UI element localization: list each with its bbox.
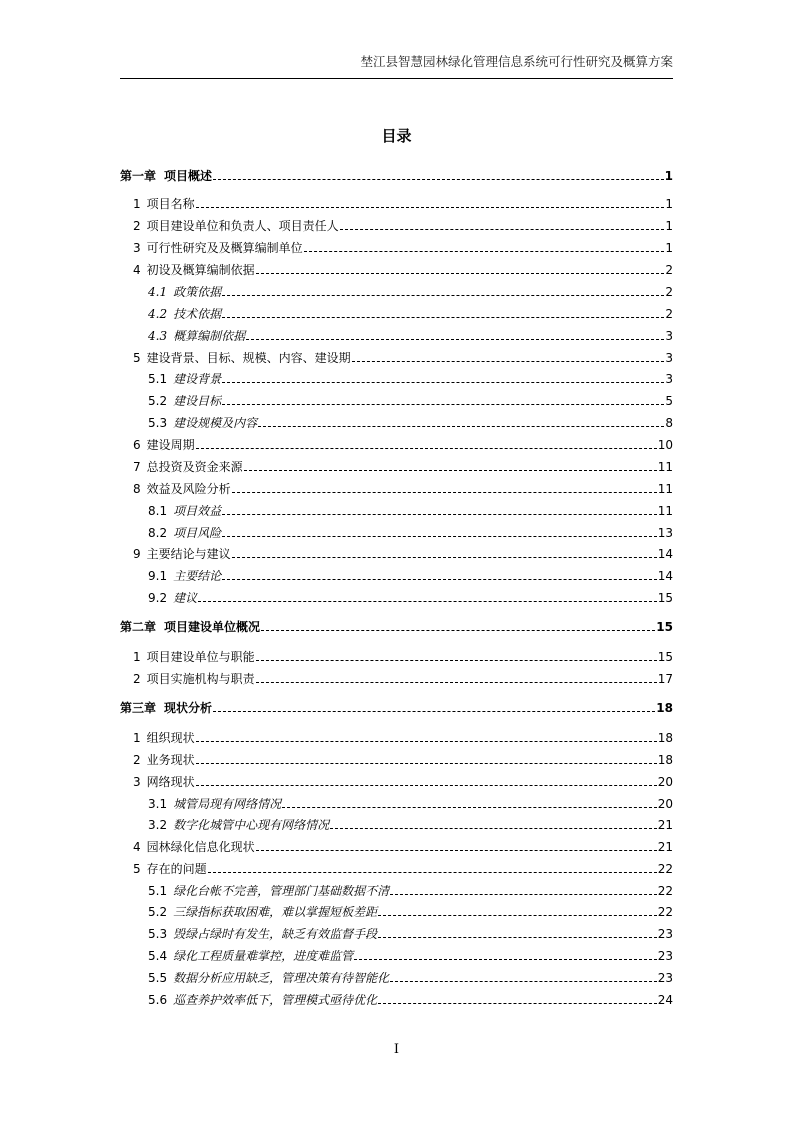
toc-section[interactable] (120, 215, 673, 233)
toc-entry-number: 第一章 (120, 169, 157, 183)
toc-page-number: 2 (665, 307, 673, 321)
toc-entry-title: 概算编制依据 (173, 329, 246, 343)
toc-page-number: 2 (665, 285, 673, 299)
toc-dot-leader (256, 264, 665, 274)
toc-entry-number: 3.1 (148, 797, 168, 811)
toc-page-number: 1 (665, 197, 673, 211)
toc-entry-title: 项目概述 (164, 169, 213, 183)
toc-section[interactable] (120, 347, 673, 365)
toc-subsection[interactable] (120, 923, 673, 941)
toc-entry-title: 数据分析应用缺乏，管理决策有待智能化 (173, 971, 390, 985)
toc-chapter[interactable] (120, 165, 673, 183)
toc-page-number: 22 (657, 862, 673, 876)
toc-dot-leader (222, 286, 664, 296)
toc-entry-title: 建议 (173, 591, 198, 605)
toc-section[interactable] (120, 543, 673, 561)
toc-page-number: 3 (665, 351, 673, 365)
toc-entry-number: 9.1 (148, 569, 168, 583)
toc-entry-title: 存在的问题 (146, 862, 207, 876)
toc-subsection[interactable] (120, 793, 673, 811)
toc-dot-leader (390, 885, 657, 895)
toc-page-number: 21 (657, 840, 673, 854)
toc-entry-title: 毁绿占绿时有发生，缺乏有效监督手段 (173, 927, 378, 941)
toc-page-number: 1 (664, 169, 673, 183)
toc-entry-title: 项目名称 (146, 197, 195, 211)
toc-entry-number: 9 (133, 547, 141, 561)
toc-entry-number: 8.1 (148, 504, 168, 518)
toc-page-number: 11 (657, 482, 673, 496)
toc-page-number: 24 (657, 993, 673, 1007)
toc-page-number: 22 (657, 905, 673, 919)
toc-entry-number: 2 (133, 219, 141, 233)
toc-entry-title: 项目效益 (173, 504, 222, 518)
toc-entry-title: 组织现状 (146, 731, 195, 745)
toc-page-number: 10 (657, 438, 673, 452)
toc-section[interactable] (120, 434, 673, 452)
toc-page-number: 14 (657, 569, 673, 583)
toc-entry-number: 8.2 (148, 526, 168, 540)
toc-page-number: 14 (657, 547, 673, 561)
toc-page-number: 3 (665, 372, 673, 386)
toc-page-number: 18 (657, 731, 673, 745)
toc-entry-title: 项目建设单位概况 (164, 620, 261, 634)
toc-subsection[interactable] (120, 901, 673, 919)
toc-entry-title: 效益及风险分析 (146, 482, 231, 496)
toc-dot-leader (340, 220, 665, 230)
toc-dot-leader (196, 439, 657, 449)
toc-dot-leader (304, 242, 665, 252)
toc-entry-number: 1 (133, 197, 141, 211)
toc-entry-number: 7 (133, 460, 141, 474)
toc-page-number: 23 (657, 971, 673, 985)
toc-entry-number: 2 (133, 753, 141, 767)
toc-page-number: 18 (656, 701, 673, 715)
toc-subsection[interactable] (120, 989, 673, 1007)
toc-subsection[interactable] (120, 303, 673, 321)
toc-section[interactable] (120, 259, 673, 277)
toc-entry-number: 1 (133, 650, 141, 664)
toc-page-number: 15 (657, 650, 673, 664)
toc-page-number: 2 (665, 263, 673, 277)
toc-subsection[interactable] (120, 814, 673, 832)
toc-entry-number: 5.1 (148, 372, 168, 386)
toc-entry-title: 三绿指标获取困难，难以掌握短板差距 (173, 905, 378, 919)
toc-entry-title: 现状分析 (164, 701, 213, 715)
toc-dot-leader (244, 461, 657, 471)
toc-dot-leader (282, 798, 657, 808)
toc-section[interactable] (120, 237, 673, 255)
page-number: I (393, 1042, 400, 1057)
toc-entry-number: 第二章 (120, 620, 157, 634)
toc-page-number: 18 (657, 753, 673, 767)
toc-entry-title: 绿化台帐不完善，管理部门基础数据不清 (173, 884, 390, 898)
toc-entry-number: 5.3 (148, 416, 168, 430)
toc-dot-leader (222, 570, 657, 580)
toc-subsection[interactable] (120, 565, 673, 583)
toc-entry-number: 2 (133, 672, 141, 686)
toc-subsection[interactable] (120, 522, 673, 540)
toc-entry-number: 5.3 (148, 927, 168, 941)
toc-dot-leader (213, 170, 664, 180)
toc-section[interactable] (120, 836, 673, 854)
toc-entry-title: 园林绿化信息化现状 (146, 840, 255, 854)
toc-subsection[interactable] (120, 945, 673, 963)
toc-chapter[interactable] (120, 697, 673, 715)
toc-entry-number: 5 (133, 351, 141, 365)
toc-entry-title: 项目风险 (173, 526, 222, 540)
toc-entry-title: 城管局现有网络情况 (173, 797, 282, 811)
toc-page-number: 20 (657, 797, 673, 811)
toc-page-number: 8 (665, 416, 673, 430)
toc-entry-number: 4.2 (148, 307, 168, 321)
toc-section[interactable] (120, 771, 673, 789)
toc-page-number: 11 (657, 460, 673, 474)
toc-entry-title: 建设规模及内容 (173, 416, 258, 430)
toc-dot-leader (222, 395, 664, 405)
toc-page-number: 23 (657, 949, 673, 963)
toc-entry-title: 建设目标 (173, 394, 222, 408)
toc-entry-title: 政策依据 (173, 285, 222, 299)
toc-chapter[interactable] (120, 616, 673, 634)
toc-page-number: 1 (665, 219, 673, 233)
toc-dot-leader (222, 505, 657, 515)
toc-entry-title: 项目建设单位和负责人、项目责任人 (146, 219, 339, 233)
toc-entry-number: 3.2 (148, 818, 168, 832)
toc-entry-number: 5.4 (148, 949, 168, 963)
toc-entry-number: 5.5 (148, 971, 168, 985)
toc-entry-title: 数字化城管中心现有网络情况 (173, 818, 330, 832)
toc-entry-title: 可行性研究及及概算编制单位 (146, 241, 303, 255)
toc-dot-leader (352, 352, 665, 362)
toc-entry-title: 技术依据 (173, 307, 222, 321)
toc-page-number: 15 (657, 591, 673, 605)
toc-subsection[interactable] (120, 281, 673, 299)
toc-entry-title: 网络现状 (146, 775, 195, 789)
toc-dot-leader (378, 906, 657, 916)
toc-dot-leader (256, 841, 657, 851)
toc-entry-title: 巡查养护效率低下，管理模式亟待优化 (173, 993, 378, 1007)
toc-dot-leader (354, 950, 657, 960)
toc-dot-leader (198, 592, 657, 602)
toc-section[interactable] (120, 646, 673, 664)
toc-page-number: 1 (665, 241, 673, 255)
toc-section[interactable] (120, 668, 673, 686)
toc-dot-leader (196, 754, 657, 764)
toc-dot-leader (213, 702, 655, 712)
toc-entry-title: 项目建设单位与职能 (146, 650, 255, 664)
toc-entry-title: 建设背景 (173, 372, 222, 386)
toc-subsection[interactable] (120, 587, 673, 605)
toc-section[interactable] (120, 727, 673, 745)
toc-dot-leader (256, 673, 657, 683)
toc-subsection[interactable] (120, 880, 673, 898)
toc-entry-number: 1 (133, 731, 141, 745)
toc-entry-number: 3 (133, 775, 141, 789)
toc-section[interactable] (120, 749, 673, 767)
toc-page-number: 3 (665, 329, 673, 343)
toc-dot-leader (378, 928, 657, 938)
toc-entry-number: 第三章 (120, 701, 157, 715)
toc-entry-number: 4.1 (148, 285, 168, 299)
toc-dot-leader (256, 651, 657, 661)
toc-dot-leader (222, 373, 664, 383)
toc-page-number: 11 (657, 504, 673, 518)
toc-page-number: 20 (657, 775, 673, 789)
toc-page-number: 17 (657, 672, 673, 686)
toc-page-number: 5 (665, 394, 673, 408)
toc-page-number: 23 (657, 927, 673, 941)
toc-page-number: 22 (657, 884, 673, 898)
header-rule (120, 78, 673, 79)
toc-dot-leader (261, 621, 655, 631)
toc-dot-leader (232, 483, 657, 493)
toc-section[interactable] (120, 456, 673, 474)
toc-entry-number: 4 (133, 840, 141, 854)
toc-dot-leader (390, 972, 657, 982)
toc-entry-title: 建设背景、目标、规模、内容、建设期 (146, 351, 351, 365)
toc-section[interactable] (120, 478, 673, 496)
toc-entry-number: 5.1 (148, 884, 168, 898)
toc-entry-number: 5 (133, 862, 141, 876)
toc-dot-leader (196, 776, 657, 786)
toc-section[interactable] (120, 858, 673, 876)
toc-subsection[interactable] (120, 500, 673, 518)
toc-entry-title: 主要结论与建议 (146, 547, 231, 561)
toc-dot-leader (246, 330, 664, 340)
toc-dot-leader (378, 994, 657, 1004)
toc-subsection[interactable] (120, 390, 673, 408)
toc-subsection[interactable] (120, 325, 673, 343)
toc-entry-number: 6 (133, 438, 141, 452)
toc-entry-number: 9.2 (148, 591, 168, 605)
toc-dot-leader (196, 198, 665, 208)
toc-entry-title: 主要结论 (173, 569, 222, 583)
toc-entry-title: 建设周期 (146, 438, 195, 452)
toc-entry-number: 8 (133, 482, 141, 496)
toc-page-number: 15 (656, 620, 673, 634)
toc-entry-number: 5.6 (148, 993, 168, 1007)
toc-dot-leader (222, 527, 657, 537)
toc-entry-number: 5.2 (148, 394, 168, 408)
toc-page-number: 21 (657, 818, 673, 832)
toc-page-number: 13 (657, 526, 673, 540)
toc-section[interactable] (120, 193, 673, 211)
toc-entry-number: 5.2 (148, 905, 168, 919)
toc-subsection[interactable] (120, 412, 673, 430)
toc-dot-leader (232, 548, 657, 558)
toc-subsection[interactable] (120, 967, 673, 985)
running-header: 埜江县智慧园林绿化管理信息系统可行性研究及概算方案 (360, 54, 673, 69)
toc-dot-leader (258, 417, 664, 427)
toc-entry-number: 4 (133, 263, 141, 277)
toc-entry-title: 初设及概算编制依据 (146, 263, 255, 277)
toc-dot-leader (208, 863, 657, 873)
toc-subsection[interactable] (120, 368, 673, 386)
toc-entry-title: 项目实施机构与职责 (146, 672, 255, 686)
toc-entry-title: 总投资及资金来源 (146, 460, 243, 474)
toc-title: 目录 (381, 127, 412, 145)
toc-entry-title: 绿化工程质量难掌控，进度难监管 (173, 949, 354, 963)
toc-entry-number: 4.3 (148, 329, 168, 343)
toc-entry-number: 3 (133, 241, 141, 255)
toc-entry-title: 业务现状 (146, 753, 195, 767)
toc-dot-leader (330, 819, 657, 829)
toc-dot-leader (222, 308, 664, 318)
toc-dot-leader (196, 732, 657, 742)
